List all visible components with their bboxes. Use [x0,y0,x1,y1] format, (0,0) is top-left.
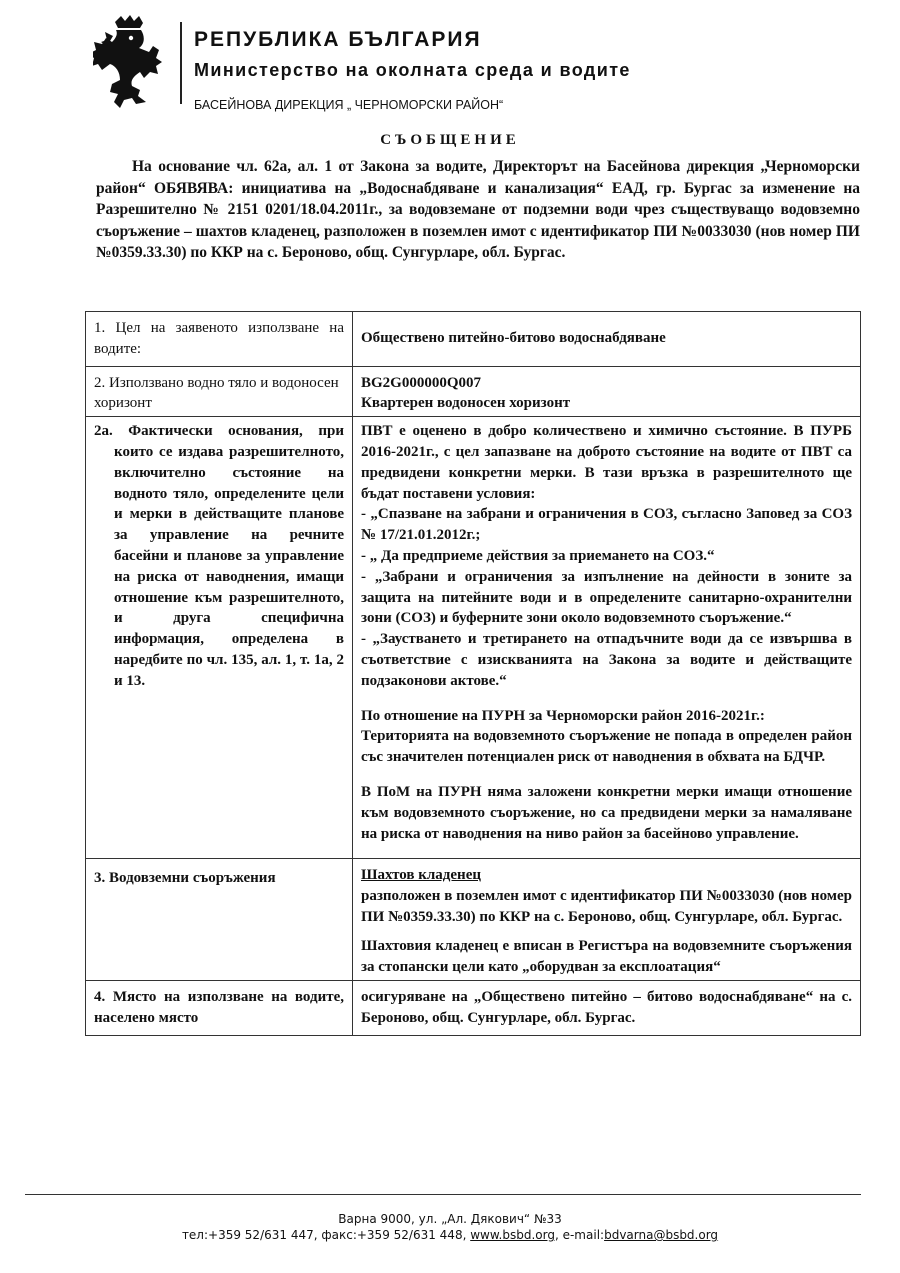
table-row [86,981,861,1036]
row2-label-cell [86,366,353,417]
row1-label-cell [86,312,353,367]
table-row [86,312,861,367]
footer-address: Варна 9000, ул. „Ал. Дякович“ №33 [338,1212,562,1226]
row1-value-cell [353,312,861,367]
footer-website-link[interactable]: www.bsbd.org [470,1228,555,1242]
footer-contacts [0,1228,900,1242]
footer-email-link[interactable]: bdvarna@bsbd.org [604,1228,719,1242]
intro-paragraph: На основание чл. 62а, ал. 1 от Закона за водите, Директорът на Басейнова дирекция „Черноморски район“ ОБЯВЯВА: инициатива на „Водоснабдяване и канализация“ ЕАД, гр. Бургас за изменение на Разрешително № 2151 0201/18.04.2011г., за водовземане от подземни води чрез съществуващо водовземно съоръжение – шахтов кладенец, разположен в поземлен имот с идентификатор ПИ №0033030 (нов номер ПИ №0359.33.30) по ККР на с. Бероново, общ. Сунгурларе, обл. Бургас. [96,158,860,262]
footer-email-prefix: , e-mail: [554,1228,605,1242]
row2-value-cell [353,366,861,417]
row2a-p3: Територията на водовземното съоръжение не попада в определен район със значителен потенциален риск от наводнения в обхвата на БДЧР. [361,728,852,766]
lion-coat-of-arms-icon [93,14,173,112]
table-row [86,366,861,417]
row4-label: 4. Място на използване на водите, населено място [94,989,344,1027]
row2a-value-cell [353,417,861,859]
footer-divider [25,1194,861,1195]
row3-label: 3. Водовземни съоръжения [94,870,276,887]
row2-code: BG2G000000Q007 [361,374,482,391]
row3-p1: разположен в поземлен имот с идентификатор ПИ №0033030 (нов номер ПИ №0359.33.30) по ККР на с. Бероново, общ. Сунгурларе, обл. Бургас. [361,888,852,925]
row2a-bullet-2: - „ Да предприеме действия за приемането на СОЗ.“ [361,547,715,564]
row1-value: Обществено питейно-битово водоснабдяване [361,330,666,346]
row2a-label-cell [86,417,353,859]
table-row [86,859,861,981]
row2a-bullet-1: - „Спазване на забрани и ограничения в СОЗ, съгласно Заповед за СОЗ № 17/21.01.2012г.; [361,506,852,544]
document-title: СЪОБЩЕНИЕ [380,132,520,148]
row2-name: Квартерен водоносен хоризонт [361,395,571,412]
row3-label-cell [86,859,353,981]
row2a-label: 2а. Фактически основания, при които се издава разрешителното, включително състояние на водното тяло, определените цели и мерки в действащите планове за управление на речните басейни и планове за управление на риска от наводнения, имащи отношение към разрешителното, и друга специфична информация, определена в наредбите по чл. 135, ал. 1, т. 1а, 2 и 13. [94,423,344,689]
row3-p2: Шахтовия кладенец е вписан в Регистъра на водовземните съоръжения за стопански цели като „оборудван за експлоатация“ [361,937,852,975]
row2a-p2: По отношение на ПУРН за Черноморски район 2016-2021г.: [361,707,765,724]
row2a-bullet-4: - „Заустването и третирането на отпадъчните води да се извършва в съответствие с изискванията на Закона за водите и действащите подзаконови актове.“ [361,631,852,689]
header-directorate: БАСЕЙНОВА ДИРЕКЦИЯ „ ЧЕРНОМОРСКИ РАЙОН“ [194,98,504,112]
header-republic: РЕПУБЛИКА БЪЛГАРИЯ [194,28,482,51]
row4-label-cell [86,981,353,1036]
row3-value-cell [353,859,861,981]
table-row [86,417,861,859]
row2a-p1: ПВТ е оценено в добро количествено и химично състояние. В ПУРБ 2016-2021г., с цел запазване на доброто състояние на водите от ПВТ са предвидени конкретни мерки. В тази връзка в разрешителното ще бъдат поставени условия: [361,423,852,502]
header-divider [180,22,182,104]
footer-phone-fax: тел:+359 52/631 447, факс:+359 52/631 448, [181,1228,471,1242]
row4-value-cell [353,981,861,1036]
header-ministry: Министерство на околната среда и водите [194,60,631,80]
row2-label: 2. Използвано водно тяло и водоносен хоризонт [94,374,339,412]
row1-label: 1. Цел на заявеното използване на водите: [94,320,344,357]
info-table [85,311,861,1036]
row4-value: осигуряване на „Обществено питейно – битово водоснабдяване“ на с. Бероново, общ. Сунгурларе, обл. Бургас. [361,989,852,1027]
row2a-bullet-3: - „Забрани и ограничения за изпълнение на дейности в зоните за защита на питейните води и в определените санитарно-охранителни зони (СОЗ) и буферните зони около водовземното съоръжение.“ [361,568,852,627]
row3-heading: Шахтов кладенец [361,867,481,884]
row2a-p4: В ПоМ на ПУРН няма заложени конкретни мерки имащи отношение към водовземното съоръжение, но са предвидени мерки за намаляване на риска от наводнения на ниво район за басейново управление. [361,783,852,842]
